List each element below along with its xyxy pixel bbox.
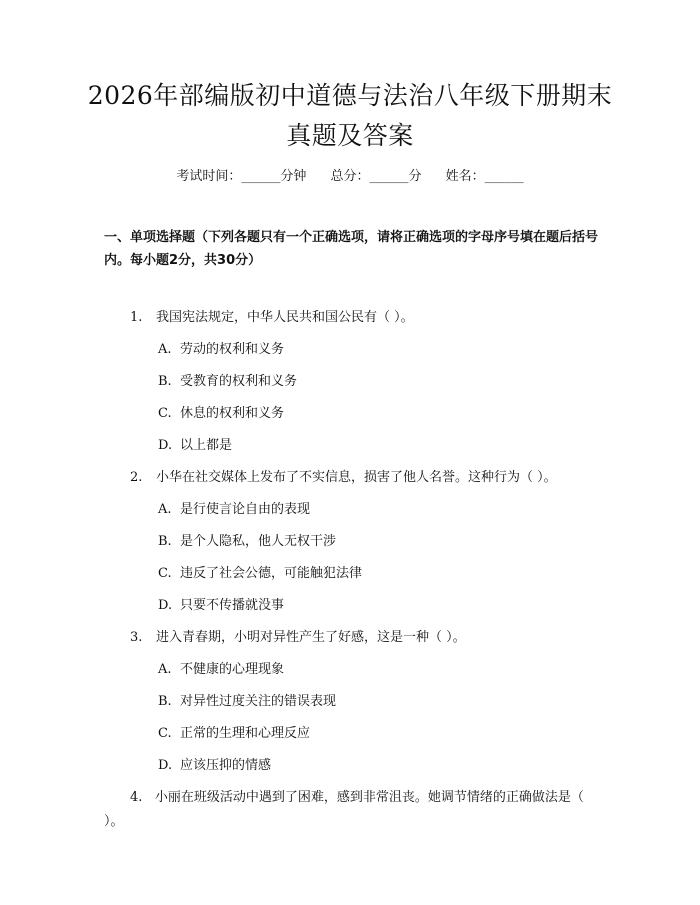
exam-info-line: [0, 166, 700, 188]
option-letter: A.: [158, 662, 172, 677]
option: [158, 402, 284, 426]
question: [130, 466, 557, 490]
exam-time-field: 考试时间：______分钟: [176, 169, 307, 184]
option: [158, 434, 232, 458]
option: [158, 562, 362, 586]
option: [158, 338, 284, 362]
option-letter: D.: [158, 438, 173, 453]
option-letter: C.: [158, 406, 172, 421]
question-text: 我国宪法规定，中华人民共和国公民有（ ）。: [156, 310, 414, 325]
option-text: 劳动的权利和义务: [180, 342, 285, 357]
option-letter: B.: [158, 374, 172, 389]
option-text: 不健康的心理现象: [180, 662, 285, 677]
section-heading: 一、单项选择题（下列各题只有一个正确选项，请将正确选项的字母序号填在题后括号内。每小题2分，共30分）: [104, 230, 599, 268]
question: [130, 626, 466, 650]
question: [130, 306, 414, 330]
student-name-field: 姓名：______: [445, 169, 524, 184]
total-score-field: 总分：______分: [330, 169, 422, 184]
option-text: 对异性过度关注的错误表现: [180, 694, 337, 709]
page-title: 2026年部编版初中道德与法治八年级下册期末真题及答案: [87, 81, 613, 150]
option-text: 是个人隐私，他人无权干涉: [180, 534, 337, 549]
option: [158, 658, 284, 682]
option-letter: D.: [158, 598, 173, 613]
question-number: 4.: [130, 790, 143, 805]
option-text: 受教育的权利和义务: [180, 374, 298, 389]
option: [158, 690, 336, 714]
option-text: 违反了社会公德，可能触犯法律: [180, 566, 363, 581]
option-letter: B.: [158, 694, 172, 709]
option-letter: C.: [158, 566, 172, 581]
option-text: 以上都是: [180, 438, 233, 453]
question-number: 1.: [130, 310, 143, 325]
question: [104, 786, 604, 834]
option: [158, 754, 271, 778]
option: [158, 722, 310, 746]
option-text: 正常的生理和心理反应: [180, 726, 311, 741]
option: [158, 530, 336, 554]
question-text: 小丽在班级活动中遇到了困难，感到非常沮丧。她调节情绪的正确做法是（ ）。: [104, 790, 584, 829]
option-letter: A.: [158, 342, 172, 357]
option-text: 是行使言论自由的表现: [180, 502, 311, 517]
option: [158, 370, 297, 394]
option-text: 应该压抑的情感: [180, 758, 272, 773]
question-text: 小华在社交媒体上发布了不实信息，损害了他人名誉。这种行为（ ）。: [156, 470, 557, 485]
option-text: 只要不传播就没事: [180, 598, 285, 613]
option: [158, 498, 310, 522]
option-text: 休息的权利和义务: [180, 406, 285, 421]
option-letter: D.: [158, 758, 173, 773]
option-letter: A.: [158, 502, 172, 517]
question-text: 进入青春期，小明对异性产生了好感，这是一种（ ）。: [156, 630, 466, 645]
option-letter: B.: [158, 534, 172, 549]
question-number: 3.: [130, 630, 143, 645]
question-number: 2.: [130, 470, 143, 485]
option: [158, 594, 284, 618]
option-letter: C.: [158, 726, 172, 741]
